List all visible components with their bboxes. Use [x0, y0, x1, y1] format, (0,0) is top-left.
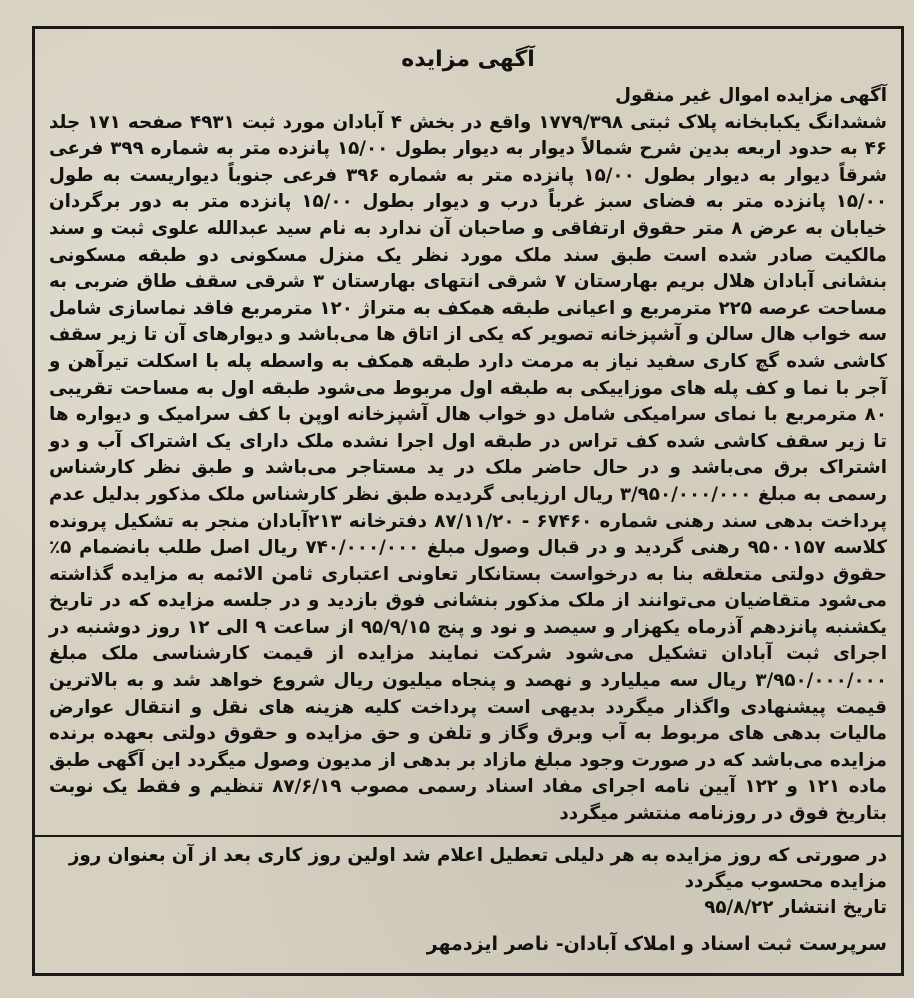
postponement-text: در صورتی که روز مزایده به هر دلیلی تعطیل اعلام شد اولین روز کاری بعد از آن بعنوان روز مزایده محسوب میگردد [68, 845, 887, 892]
notice-frame [32, 26, 904, 976]
notice-content [49, 83, 887, 828]
section-divider [35, 835, 901, 837]
signature-line: سرپرست ثبت اسناد و املاک آبادان- ناصر ایزدمهر [426, 933, 887, 955]
notice-title: آگهی مزایده [401, 47, 535, 72]
publish-date: تاریخ انتشار ۹۵/۸/۲۲ [704, 897, 887, 918]
notice-subtitle: آگهی مزایده اموال غیر منقول [615, 85, 887, 106]
notice-footer [49, 843, 887, 921]
notice-body: ششدانگ یکبابخانه پلاک ثبتی ۱۷۷۹/۳۹۸ واقع در بخش ۴ آبادان مورد ثبت ۴۹۳۱ صفحه ۱۷۱ جلد ۴۶ به حدود اربعه بدین شرح شمالاً دیوار به دیوار بطول ۱۵/۰۰ پانزده متر به شماره ۳۹۹ فرعی شرقاً دیوار به دیوار بطول ۱۵/۰۰ پانزده متر به شماره ۳۹۶ فرعی جنوباً دیواریست به طول ۱۵/۰۰ پانزده متر به فضای سبز غرباً درب و دیوار بطول ۱۵/۰۰ پانزده متر به دور برگردان خیابان به عرض ۸ متر حقوق ارتفاقی و صاحبان آن ندارد به نام سید عبدالله علوی ثبت و سند مالکیت صادر شده است طبق سند ملک مورد نظر یک منزل مسکونی دو طبقه مسکونی بنشانی آبادان هلال بریم بهارستان ۷ شرقی انتهای بهارستان ۳ شرقی سقف طاق ضربی به مساحت عرصه ۲۲۵ مترمربع و اعیانی طبقه همکف به متراژ ۱۲۰ مترمربع فاقد نماسازی شامل سه خواب هال سالن و آشپزخانه تصویر که یکی از اتاق ها می‌باشد و دیوارهای آن تا زیر سقف کاشی شده گچ کاری سفید نیاز به مرمت دارد طبقه همکف به واسطه پله با اسکلت تیرآهن و آجر با نما و کف پله های موزاییکی به طبقه اول مربوط می‌شود طبقه اول به مساحت تقریبی ۸۰ مترمربع با نمای سرامیکی شامل دو خواب هال آشپزخانه اوپن با کف سرامیک و دیواره ها تا زیر سقف کاشی شده کف تراس در طبقه اول اجرا نشده ملک دارای یک اشتراک آب و دو اشتراک برق می‌باشد و در حال حاضر ملک در ید مستاجر می‌باشد و طبق نظر کارشناس رسمی به مبلغ ۳/۹۵۰/۰۰۰/۰۰۰ ریال ارزیابی گردیده طبق نظر کارشناس ملک مذکور بدلیل عدم پرداخت بدهی سند رهنی شماره ۶۷۴۶۰ - ۸۷/۱۱/۲۰ دفترخانه ۲۱۳آبادان منجر به تشکیل پرونده کلاسه ۹۵۰۰۱۵۷ رهنی گردید و در قبال وصول مبلغ ۷۴۰/۰۰۰/۰۰۰ ریال اصل طلب بانضمام ۵٪ حقوق دولتی متعلقه بنا به درخواست بستانکار تعاونی اعتباری ثامن الائمه به مزایده گذاشته می‌شود متقاضیان می‌توانند از ملک مذکور بنشانی فوق بازدید و در جلسه مزایده که در تاریخ یکشنبه پانزدهم آذرماه یکهزار و سیصد و نود و پنج ۹۵/۹/۱۵ از ساعت ۹ الی ۱۲ روز دوشنبه در اجرای ثبت آبادان تشکیل می‌شود شرکت نمایند مزایده از قیمت کارشناسی ملک مبلغ ۳/۹۵۰/۰۰۰/۰۰۰ ریال سه میلیارد و نهصد و پنجاه میلیون ریال شروع خواهد شد و به بالاترین قیمت پیشنهادی واگذار میگردد بدیهی است پرداخت کلیه هزینه های نقل و انتقال عوارض مالیات بدهی های مربوط به آب وبرق وگاز و تلفن و حق مزایده و حقوق دولتی بعهده برنده مزایده می‌باشد که در صورت وجود مبلغ مازاد بر بدهی از مدیون وصول میگردد این آگهی طبق ماده ۱۲۱ و ۱۲۲ آیین نامه اجرای مفاد اسناد رسمی مصوب ۸۷/۶/۱۹ تنظیم و فقط یک نوبت بتاریخ فوق در روزنامه منتشر میگردد [49, 111, 888, 825]
